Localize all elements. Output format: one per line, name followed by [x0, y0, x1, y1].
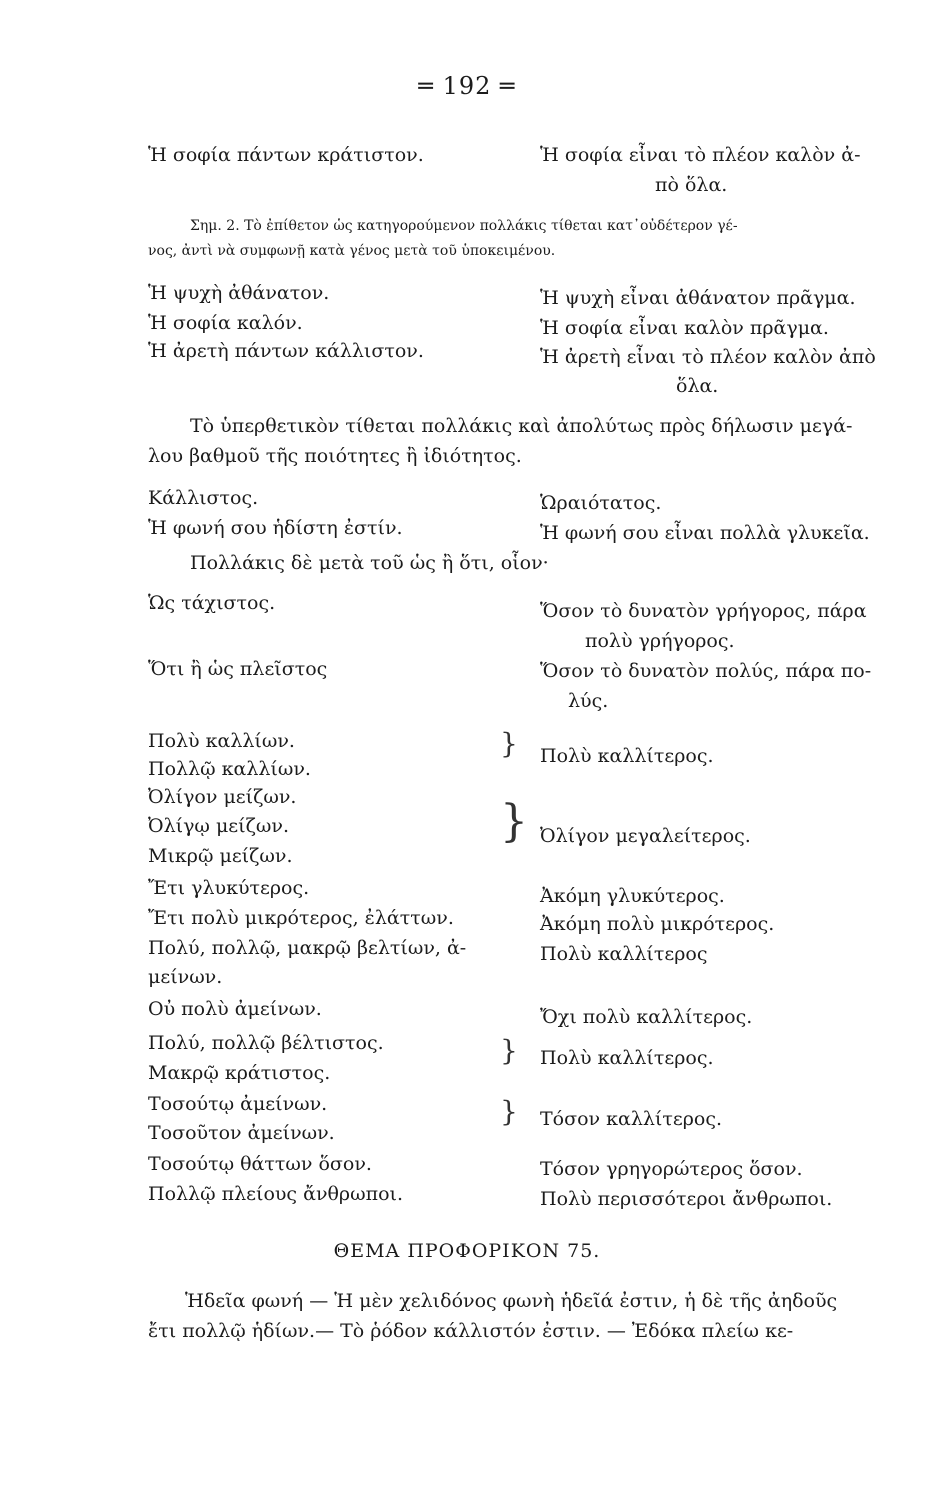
text-line: Ἡ φωνή σου εἶναι πολλὰ γλυκεῖα. — [540, 522, 870, 544]
text-line: Ὀλίγῳ μείζων. — [148, 815, 289, 837]
text-line: Μικρῷ μείζων. — [148, 845, 293, 867]
text-line: πὸ ὅλα. — [655, 174, 728, 196]
text-line: Ἔτι πολὺ μικρότερος, ἐλάττων. — [148, 907, 454, 929]
text-line: Ὅσον τὸ δυνατὸν γρήγορος, πάρα — [540, 600, 867, 622]
text-line: Μακρῷ κράτιστος. — [148, 1062, 331, 1084]
text-line: Τοσοῦτον ἀμείνων. — [148, 1122, 335, 1144]
text-line: Πολλῷ πλείους ἄνθρωποι. — [148, 1183, 404, 1205]
note-line: νος, ἀντὶ νὰ συμφωνῇ κατὰ γένος μετὰ τοῦ ὑποκειμένου. — [148, 243, 556, 259]
text-line: Ὡς τάχιστος. — [148, 592, 276, 614]
text-line: Ἔτι γλυκύτερος. — [148, 877, 310, 899]
text-line: Ἀκόμη πολὺ μικρότερος. — [540, 913, 775, 935]
text-line: Ἡ ἀρετὴ πάντων κάλλιστον. — [148, 340, 424, 362]
note-line: Σημ. 2. Τὸ ἐπίθετον ὡς κατηγορούμενον πολλάκις τίθεται κατ᾽οὐδέτερον γέ- — [190, 218, 738, 234]
brace-mark: } — [500, 1095, 518, 1128]
text-line: Ὡραιότατος. — [540, 492, 662, 514]
text-line: ὅλα. — [676, 375, 719, 397]
text-line: Ἡ ψυχὴ ἀθάνατον. — [148, 282, 330, 304]
text-line: Οὐ πολὺ ἀμείνων. — [148, 998, 322, 1020]
text-line: Ὅτι ἢ ὡς πλεῖστος — [148, 658, 328, 680]
text-line: Πολλῷ καλλίων. — [148, 758, 311, 780]
text-line: Ἡ ἀρετὴ εἶναι τὸ πλέον καλὸν ἀπὸ — [540, 346, 876, 368]
text-line: Πολὺ περισσότεροι ἄνθρωποι. — [540, 1188, 833, 1210]
text-line: Πολὺ καλλίτερος. — [540, 1047, 714, 1069]
page-number-text: ═ 192 ═ — [418, 72, 516, 100]
text-line: Πολλάκις δὲ μετὰ τοῦ ὡς ἢ ὅτι, οἷον· — [190, 552, 549, 574]
text-line: λύς. — [568, 690, 609, 712]
text-line: Πολὺ καλλίτερος — [540, 943, 708, 965]
text-line: Τοσούτῳ ἀμείνων. — [148, 1093, 328, 1115]
brace-mark: } — [500, 796, 528, 847]
brace-mark: } — [500, 1034, 518, 1067]
text-line: Ἀκόμη γλυκύτερος. — [540, 885, 725, 907]
text-line: Πολὺ καλλίων. — [148, 730, 295, 752]
text-line: Τὸ ὑπερθετικὸν τίθεται πολλάκις καὶ ἀπολύτως πρὸς δήλωσιν μεγά- — [190, 415, 853, 437]
section-heading-text: ΘΕΜΑ ΠΡΟΦΟΡΙΚΟΝ 75. — [333, 1240, 601, 1262]
text-line: Ἡ φωνή σου ἡδίστη ἐστίν. — [148, 517, 403, 539]
exercise-line: ἔτι πολλῷ ἡδίων.— Τὸ ῥόδον κάλλιστόν ἐστιν. — Ἐδόκα πλείω κε- — [148, 1320, 794, 1342]
brace-mark: } — [500, 727, 518, 760]
text-line: πολὺ γρήγορος. — [585, 630, 735, 652]
text-line: Κάλλιστος. — [148, 487, 259, 509]
text-line: Ἡ σοφία καλόν. — [148, 312, 303, 334]
text-line: Τόσον γρηγορώτερος ὅσον. — [540, 1158, 803, 1180]
text-line: Ὅσον τὸ δυνατὸν πολύς, πάρα πο- — [540, 660, 872, 682]
text-line: Πολὺ καλλίτερος. — [540, 745, 714, 767]
text-line: Ἡ σοφία πάντων κράτιστον. — [148, 144, 424, 166]
text-line: Τόσον καλλίτερος. — [540, 1108, 722, 1130]
text-line: Ἡ σοφία εἶναι καλὸν πρᾶγμα. — [540, 317, 829, 339]
text-line: λου βαθμοῦ τῆς ποιότητες ἢ ἰδιότητος. — [148, 445, 522, 467]
text-line: Ὀλίγον μεγαλείτερος. — [540, 825, 751, 847]
text-line: Πολύ, πολλῷ βέλτιστος. — [148, 1032, 384, 1054]
section-heading — [0, 1240, 934, 1262]
text-line: Πολύ, πολλῷ, μακρῷ βελτίων, ἀ- — [148, 937, 467, 959]
text-line: Τοσούτῳ θάττων ὅσον. — [148, 1153, 372, 1175]
page-number — [0, 72, 934, 100]
text-line: Ὄχι πολὺ καλλίτερος. — [540, 1006, 753, 1028]
text-line: μείνων. — [148, 966, 223, 988]
text-line: Ἡ ψυχὴ εἶναι ἀθάνατον πρᾶγμα. — [540, 287, 856, 309]
text-line: Ἡ σοφία εἶναι τὸ πλέον καλὸν ἀ- — [540, 144, 861, 166]
text-line: Ὀλίγον μείζων. — [148, 786, 297, 808]
exercise-line: Ἡδεῖα φωνή — Ἡ μὲν χελιδόνος φωνὴ ἡδεῖά ἐστιν, ἡ δὲ τῆς ἀηδοῦς — [185, 1290, 838, 1312]
